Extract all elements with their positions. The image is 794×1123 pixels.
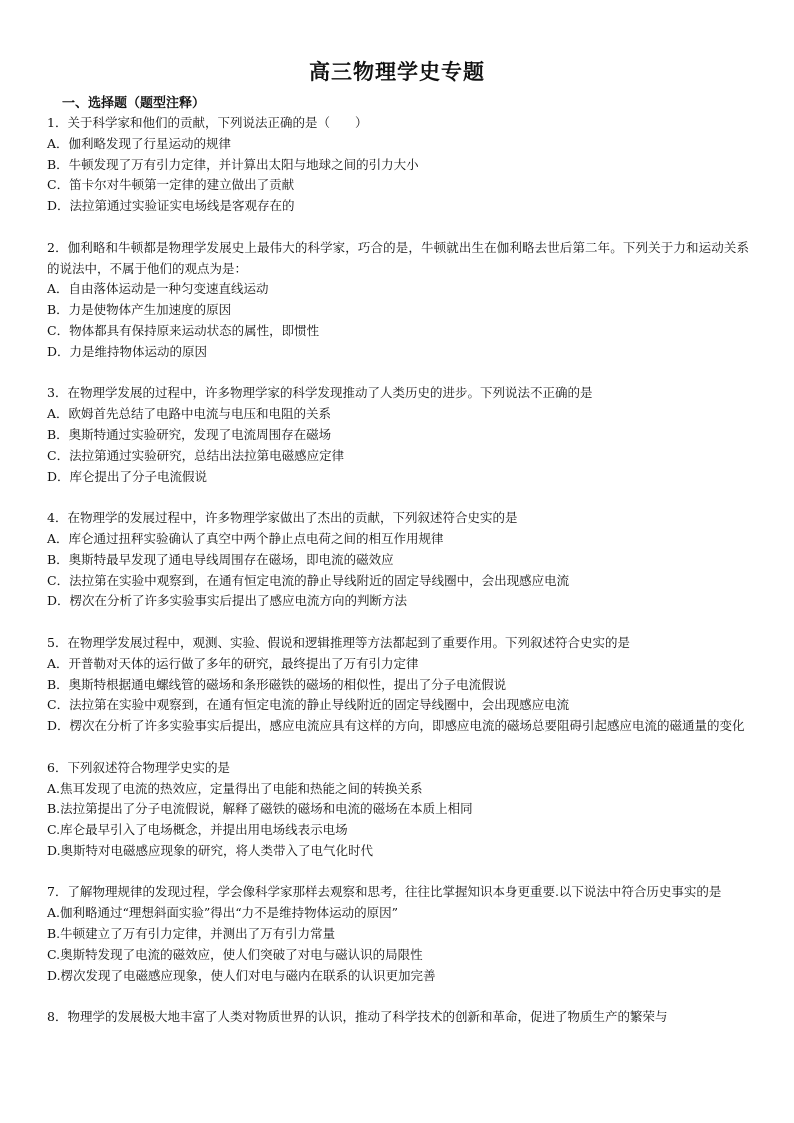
section-heading: 一、选择题（题型注释） bbox=[62, 96, 206, 111]
answer-option: D.奥斯特对电磁感应现象的研究，将人类带入了电气化时代 bbox=[47, 842, 374, 858]
question-item bbox=[47, 758, 749, 862]
question-stem: 8．物理学的发展极大地丰富了人类对物质世界的认识，推动了科学技术的创新和革命，促进了物质生产的繁荣与 bbox=[47, 1009, 668, 1025]
question-stem: 4．在物理学的发展过程中，许多物理学家做出了杰出的贡献，下列叙述符合史实的是 bbox=[47, 510, 518, 526]
answer-option: D.楞次发现了电磁感应现象，使人们对电与磁内在联系的认识更加完善 bbox=[47, 967, 436, 983]
question-stem: 1．关于科学家和他们的贡献，下列说法正确的是（ ） bbox=[47, 115, 368, 130]
answer-option: B.牛顿建立了万有引力定律，并测出了万有引力常量 bbox=[47, 926, 336, 942]
question-item bbox=[47, 1007, 749, 1028]
answer-option: C.奥斯特发现了电流的磁效应，使人们突破了对电与磁认识的局限性 bbox=[47, 946, 423, 962]
page-title: 高三物理学史专题 bbox=[309, 60, 485, 84]
answer-option: C．法拉第在实验中观察到，在通有恒定电流的静止导线附近的固定导线圈中，会出现感应电流 bbox=[47, 572, 570, 588]
answer-option: B．奥斯特最早发现了通电导线周围存在磁场，即电流的磁效应 bbox=[47, 551, 394, 567]
question-stem: 6．下列叙述符合物理学史实的是 bbox=[47, 759, 230, 775]
answer-option: A．自由落体运动是一种匀变速直线运动 bbox=[47, 281, 269, 297]
answer-option: C．笛卡尔对牛顿第一定律的建立做出了贡献 bbox=[47, 177, 295, 193]
question-item bbox=[47, 633, 749, 737]
answer-option: B．奥斯特通过实验研究，发现了电流周围存在磁场 bbox=[47, 426, 332, 442]
answer-option: B．力是使物体产生加速度的原因 bbox=[47, 302, 232, 318]
question-item bbox=[47, 882, 749, 986]
question-stem: 5．在物理学发展过程中，观测、实验、假说和逻辑推理等方法都起到了重要作用。下列叙述符合史实的是 bbox=[47, 634, 630, 650]
answer-option: B.法拉第提出了分子电流假说，解释了磁铁的磁场和电流的磁场在本质上相同 bbox=[47, 801, 473, 817]
answer-option: A．库仑通过扭秤实验确认了真空中两个静止点电荷之间的相互作用规律 bbox=[47, 530, 444, 546]
answer-option: D．楞次在分析了许多实验事实后提出，感应电流应具有这样的方向，即感应电流的磁场总要阻碍引起感应电流的磁通量的变化 bbox=[47, 718, 745, 734]
answer-option: C.库仑最早引入了电场概念，并提出用电场线表示电场 bbox=[47, 822, 348, 838]
question-item bbox=[47, 383, 749, 487]
answer-option: A．伽利略发现了行星运动的规律 bbox=[47, 135, 232, 151]
answer-option: C．物体都具有保持原来运动状态的属性，即惯性 bbox=[47, 322, 320, 338]
question-stem: 2．伽利略和牛顿都是物理学发展史上最伟大的科学家，巧合的是，牛顿就出生在伽利略去世后第二年。下列关于力和运动关系的说法中，不属于他们的观点为是： bbox=[47, 239, 749, 276]
answer-option: D．力是维持物体运动的原因 bbox=[47, 343, 208, 359]
question-item bbox=[47, 508, 749, 612]
answer-option: D．库仑提出了分子电流假说 bbox=[47, 468, 208, 484]
answer-option: D．法拉第通过实验证实电场线是客观存在的 bbox=[47, 198, 295, 214]
question-item bbox=[47, 238, 749, 363]
answer-option: B．牛顿发现了万有引力定律，并计算出太阳与地球之间的引力大小 bbox=[47, 156, 419, 172]
answer-option: A.伽利略通过“理想斜面实验”得出“力不是维持物体运动的原因” bbox=[47, 905, 399, 921]
answer-option: B．奥斯特根据通电螺线管的磁场和条形磁铁的磁场的相似性，提出了分子电流假说 bbox=[47, 676, 507, 692]
question-stem: 7．了解物理规律的发现过程，学会像科学家那样去观察和思考，往往比掌握知识本身更重要.以下说法中符合历史事实的是 bbox=[47, 884, 722, 900]
answer-option: A．欧姆首先总结了电路中电流与电压和电阻的关系 bbox=[47, 406, 332, 422]
answer-option: A.焦耳发现了电流的热效应，定量得出了电能和热能之间的转换关系 bbox=[47, 780, 423, 796]
answer-option: A．开普勒对天体的运行做了多年的研究，最终提出了万有引力定律 bbox=[47, 655, 419, 671]
answer-option: C．法拉第在实验中观察到，在通有恒定电流的静止导线附近的固定导线圈中，会出现感应电流 bbox=[47, 697, 570, 713]
answer-option: C．法拉第通过实验研究，总结出法拉第电磁感应定律 bbox=[47, 447, 345, 463]
question-list bbox=[47, 113, 749, 1049]
answer-option: D．楞次在分析了许多实验事实后提出了感应电流方向的判断方法 bbox=[47, 593, 408, 609]
question-stem: 3．在物理学发展的过程中，许多物理学家的科学发现推动了人类历史的进步。下列说法不正确的是 bbox=[47, 385, 593, 401]
question-item bbox=[47, 113, 749, 217]
